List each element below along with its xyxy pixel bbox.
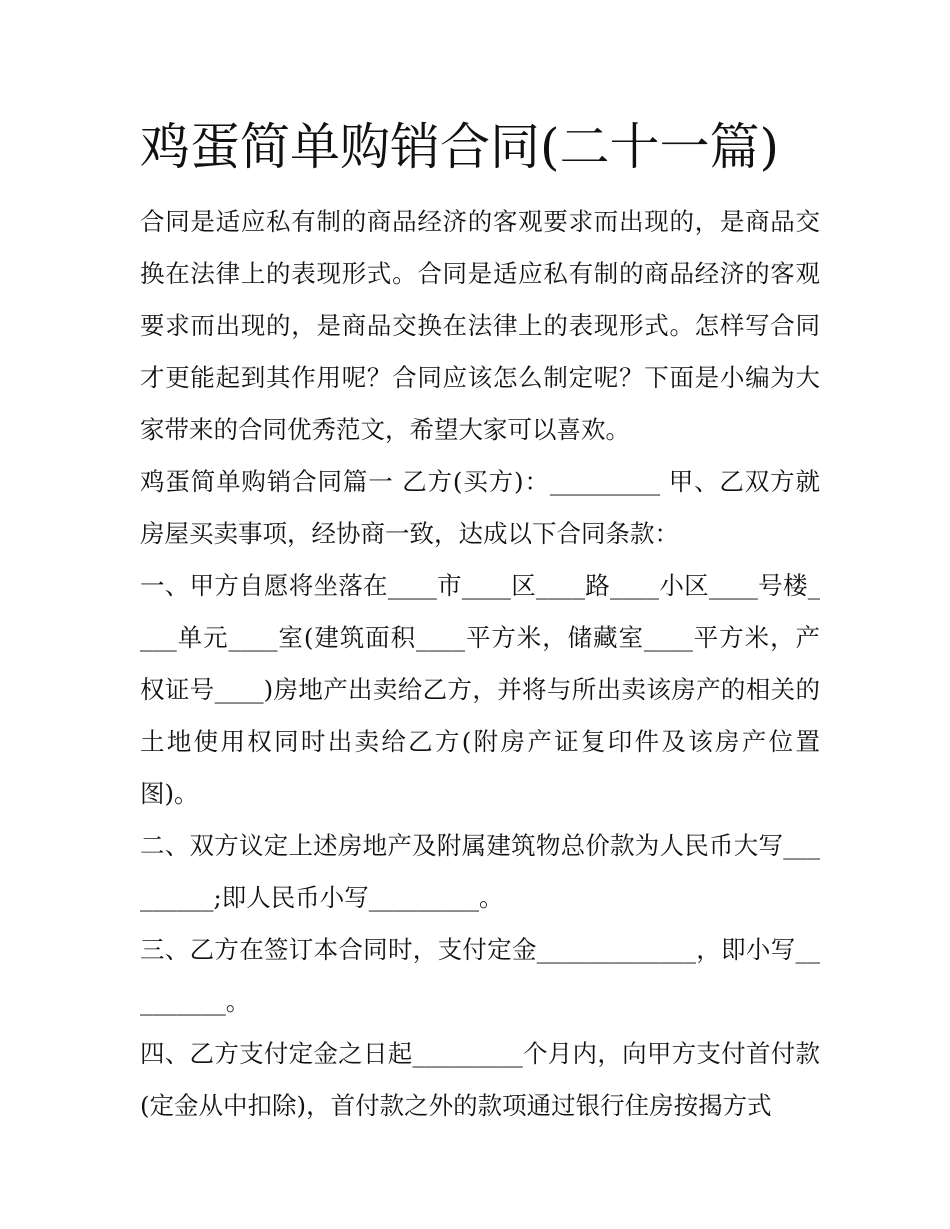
document-title: 鸡蛋简单购销合同(二十一篇) [140,118,780,176]
contract-opening-paragraph: 鸡蛋简单购销合同篇一 乙方(买方)：_________ 甲、乙双方就房屋买卖事项，经协商一致，达成以下合同条款： [140,467,820,548]
document-body [140,196,820,1132]
clause-1-paragraph: 一、甲方自愿将坐落在____市____区____路____小区____号楼____单元____室(建筑面积____平方米，储藏室____平方米，产权证号____)房地产出卖给乙方，并将与所出卖该房产的相关的土地使用权同时出卖给乙方(附房产证复印件及该房产位置图)。 [140,571,820,808]
clause-4-paragraph: 四、乙方支付定金之日起_________个月内，向甲方支付首付款(定金从中扣除)，首付款之外的款项通过银行住房按揭方式 [140,1039,820,1120]
clause-3-paragraph: 三、乙方在签订本合同时，支付定金_____________，即小写_________。 [140,935,820,1016]
intro-paragraph: 合同是适应私有制的商品经济的客观要求而出现的，是商品交换在法律上的表现形式。合同是适应私有制的商品经济的客观要求而出现的，是商品交换在法律上的表现形式。怎样写合同才更能起到其作用呢？合同应该怎么制定呢？下面是小编为大家带来的合同优秀范文，希望大家可以喜欢。 [140,207,820,444]
clause-2-paragraph: 二、双方议定上述房地产及附属建筑物总价款为人民币大写_________;即人民币小写_________。 [140,831,820,912]
